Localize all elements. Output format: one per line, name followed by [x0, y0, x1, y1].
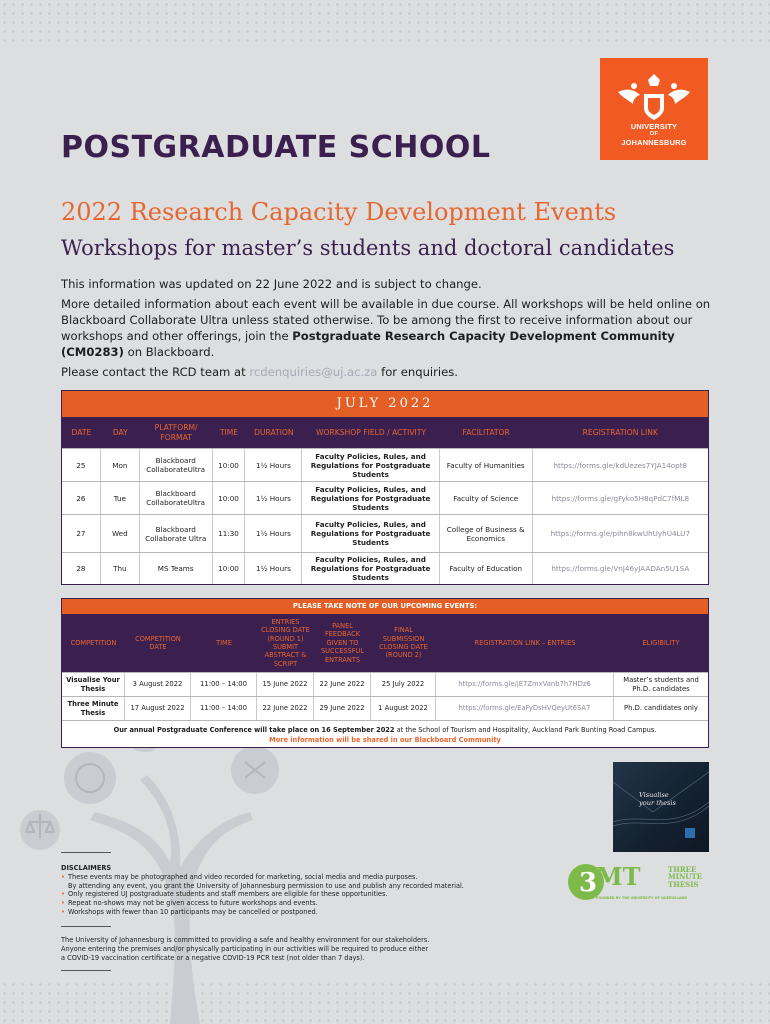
cell-field: Faculty Policies, Rules, and Regulations for Postgraduate Students [302, 553, 440, 584]
tmt-mt-text: MT [596, 862, 641, 891]
header-registration-link: REGISTRATION LINK – ENTRIES [474, 638, 576, 647]
covid-line-3: a COVID-19 vaccination certificate or a negative COVID-19 PCR test (not older than 7 days). [61, 953, 365, 962]
cell-platform: Blackboard CollaborateUltra [140, 449, 213, 481]
cell-duration: 1½ Hours [245, 449, 302, 481]
cell-day: Tue [101, 482, 140, 514]
cell-field: Faculty Policies, Rules, and Regulations for Postgraduate Students [302, 515, 440, 552]
divider [61, 970, 111, 971]
tmt-line-3: THESIS [668, 879, 699, 889]
cell-date: 3 August 2022 [125, 673, 191, 696]
conference-venue: at the School of Tourism and Hospitality, Auckland Park Bunting Road Campus. [394, 726, 657, 734]
community-name[interactable]: Postgraduate Research Capacity Development Community (CM0283) [61, 329, 675, 359]
cell-facilitator: Faculty of Humanities [440, 449, 533, 481]
table-row [62, 448, 708, 481]
list-item [61, 908, 531, 917]
table-row [62, 696, 708, 720]
registration-link[interactable]: https://forms.gle/kdUezes7YJA14opt8 [553, 460, 688, 470]
upcoming-events-table [61, 598, 709, 748]
cell-competition: Three Minute Thesis [62, 697, 125, 720]
detail-text: More detailed information about each event will be available in due course. All workshops will be held online on Blackboard Collaborate Ultra unless stated otherwise. To be among the first to receive information about our workshops and other offerings, join the [61, 297, 711, 343]
cell-time: 10:00 [213, 553, 246, 584]
cell-date: 27 [62, 515, 101, 552]
cell-day: Thu [101, 553, 140, 584]
list-item [61, 873, 531, 891]
cell-time: 10:00 [213, 482, 246, 514]
header-registration: REGISTRATION LINK [582, 427, 658, 437]
detail-paragraph [61, 296, 711, 360]
disclaimer-text: Repeat no-shows may not be given access to future workshops and events. [68, 899, 318, 908]
cell-facilitator: College of Business & Economics [440, 515, 533, 552]
header-competition-date: COMPETITION DATE [135, 634, 181, 651]
tmt-line-2: MINUTE [668, 872, 703, 882]
logo-line-johannesburg: JOHANNESBURG [621, 138, 687, 147]
email-link[interactable]: rcdenquiries@uj.ac.za [249, 365, 378, 379]
list-item [61, 890, 531, 899]
registration-link[interactable]: https://forms.gle/pihn8kwUhUyhU4LU7 [550, 529, 691, 538]
logo-line-university: UNIVERSITY [630, 122, 678, 131]
school-title: POSTGRADUATE SCHOOL [61, 130, 491, 165]
cell-date: 25 [62, 449, 101, 481]
covid-notice [61, 936, 531, 962]
tmt-founded: FOUNDED BY THE UNIVERSITY OF QUEENSLAND [596, 896, 688, 900]
disclaimer-sub-text: By attending any event, you grant the University of Johannesburg permission to use and publish any recorded material. [68, 881, 464, 890]
book-title [639, 792, 676, 807]
cell-duration: 1½ Hours [245, 553, 302, 584]
cell-duration: 1½ Hours [245, 515, 302, 552]
registration-link[interactable]: https://forms.gle/gFyko5H8qPdC7fML8 [551, 493, 690, 503]
cell-closing: 15 June 2022 [257, 673, 314, 696]
header-day: DAY [112, 427, 128, 437]
cell-eligibility: Ph.D. candidates only [624, 704, 698, 713]
header-time: TIME [216, 638, 232, 647]
cell-platform: Blackboard Collaborate Ultra [140, 515, 213, 552]
cell-time: 11:30 [213, 515, 246, 552]
header-panel-feedback: PANEL FEEDBACK GIVEN TO SUCCESSFUL ENTRANTS [320, 621, 365, 664]
cell-competition: Visualise Your Thesis [62, 673, 125, 696]
registration-link[interactable]: https://forms.gle/jE7ZmxVanb7h7HDz6 [436, 673, 614, 696]
conference-footer [62, 720, 708, 745]
divider [61, 926, 111, 927]
header-field: WORKSHOP FIELD / ACTIVITY [316, 427, 427, 437]
cell-platform: Blackboard CollaborateUltra [140, 482, 213, 514]
book-line-2: your thesis [639, 798, 676, 807]
header-final-submission: FINAL SUBMISSION CLOSING DATE (ROUND 2) [379, 626, 428, 660]
cell-day: Mon [101, 449, 140, 481]
contact-post: for enquiries. [377, 365, 458, 379]
header-duration: DURATION [254, 427, 294, 437]
cell-day: Wed [101, 515, 140, 552]
covid-line-1: The University of Johannesburg is committed to providing a safe and healthy environment for our stakeholders. [61, 936, 430, 944]
updated-notice: This information was updated on 22 June 2022 and is subject to change. [61, 277, 482, 291]
dotted-background-top [0, 0, 770, 44]
cell-platform: MS Teams [140, 553, 213, 584]
covid-line-2: Anyone entering the premises and/or physically participating in our activities will be required to produce either [61, 944, 429, 953]
cell-closing: 22 June 2022 [257, 697, 314, 720]
table-row [62, 552, 708, 584]
detail-end: on Blackboard. [123, 345, 215, 359]
disclaimers-section [61, 864, 531, 917]
table-row [62, 481, 708, 514]
cell-time: 11:00 – 14:00 [191, 673, 257, 696]
header-time: TIME [219, 427, 239, 437]
cell-field: Faculty Policies, Rules, and Regulations for Postgraduate Students [302, 482, 440, 514]
cell-facilitator: Faculty of Science [440, 482, 533, 514]
book-line-1: Visualise [639, 791, 669, 799]
tmt-label [668, 866, 702, 888]
cell-date: 17 August 2022 [125, 697, 191, 720]
header-eligibility: ELIGIBILITY [642, 638, 680, 647]
cell-time: 11:00 – 14:00 [191, 697, 257, 720]
contact-paragraph [61, 364, 711, 380]
registration-link[interactable]: https://forms.gle/VnJ46yJAADAn5U1SA [551, 564, 690, 573]
header-facilitator: FACILITATOR [462, 427, 510, 437]
cell-time: 10:00 [213, 449, 246, 481]
workshops-subtitle: Workshops for master’s students and doctoral candidates [61, 236, 675, 260]
list-item [61, 899, 531, 908]
disclaimer-text: These events may be photographed and video recorded for marketing, social media and media purposes. [68, 872, 418, 881]
tmt-line-1: THREE [668, 865, 697, 874]
visualise-your-thesis-image [613, 762, 709, 852]
july-workshops-table [61, 390, 709, 585]
disclaimers-title: DISCLAIMERS [61, 864, 112, 872]
header-date: DATE [71, 427, 92, 437]
table-header-row [62, 417, 708, 448]
month-header: JULY 2022 [62, 391, 708, 417]
table-row [62, 672, 708, 696]
university-logo [600, 58, 708, 160]
table-header-row [62, 614, 708, 672]
cell-field: Faculty Policies, Rules, and Regulations for Postgraduate Students [302, 449, 440, 481]
table-row [62, 514, 708, 552]
intro-text [61, 276, 711, 384]
cell-date: 26 [62, 482, 101, 514]
contact-pre: Please contact the RCD team at [61, 365, 250, 379]
disclaimer-text: Workshops with fewer than 10 participants may be cancelled or postponed. [68, 907, 318, 916]
cell-feedback: 29 June 2022 [314, 697, 371, 720]
cell-final: 25 July 2022 [371, 673, 436, 696]
cell-duration: 1½ Hours [245, 482, 302, 514]
cell-final: 1 August 2022 [371, 697, 436, 720]
cell-facilitator: Faculty of Education [440, 553, 533, 584]
cell-date: 28 [62, 553, 101, 584]
conference-date-text: Our annual Postgraduate Conference will take place on 16 September 2022 [113, 726, 395, 734]
disclaimers-list [61, 873, 531, 917]
conference-line [62, 725, 708, 735]
cell-feedback: 22 June 2022 [314, 673, 371, 696]
upcoming-note: PLEASE TAKE NOTE OF OUR UPCOMING EVENTS: [62, 599, 708, 614]
header-competition: COMPETITION [70, 638, 117, 647]
header-platform: PLATFORM/ FORMAT [154, 422, 198, 442]
more-info-text: More information will be shared in our Blackboard Community [269, 736, 501, 744]
events-title: 2022 Research Capacity Development Events [61, 198, 617, 226]
header-entries-closing: ENTRIES CLOSING DATE (ROUND 1) SUBMIT ABSTRACT & SCRIPT [261, 617, 310, 668]
registration-link[interactable]: https://forms.gle/EaFyDsHVQeyUt6SA7 [436, 697, 614, 720]
logo-line-of: OF [649, 131, 659, 137]
divider [61, 852, 111, 853]
svg-text:3: 3 [579, 868, 598, 898]
disclaimer-text: Only registered UJ postgraduate students and staff members are eligible for these opportunities. [68, 890, 388, 899]
cell-eligibility: Master’s students and Ph.D. candidates [623, 675, 699, 693]
